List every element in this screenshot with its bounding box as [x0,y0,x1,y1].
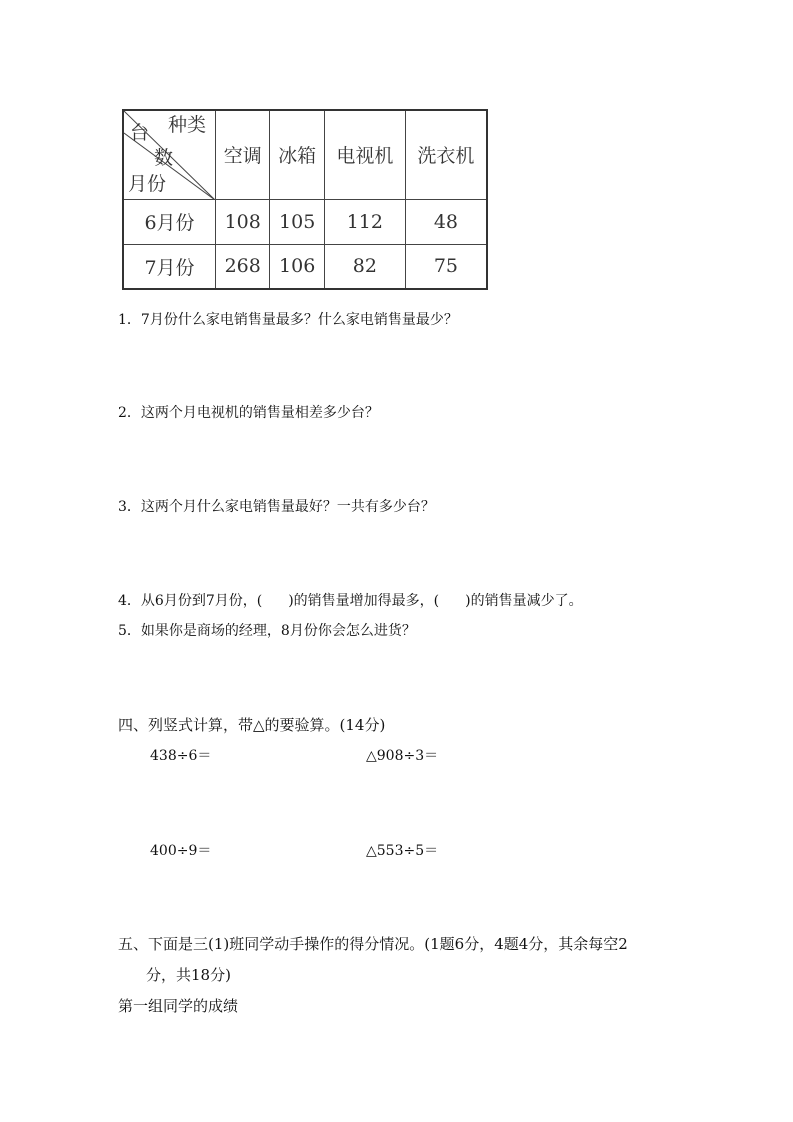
column-header: 空调 [216,110,270,199]
table-cell: 75 [405,244,487,289]
division-problem: 438÷6＝ [150,748,212,764]
question-5: 5．如果你是商场的经理，8月份你会怎么进货？ [118,623,416,639]
division-problem: △553÷5＝ [366,843,439,859]
corner-label-type: 种类 [168,114,207,136]
table-cell: 268 [216,244,270,289]
question-4-part-b: )的销售量增加得最多，( [288,593,440,609]
table-cell: 105 [270,199,324,244]
column-header: 洗衣机 [405,110,487,199]
division-problem: △908÷3＝ [366,748,439,764]
question-4-part-a: 4．从6月份到7月份，( [118,593,263,609]
question-4 [118,592,583,610]
section-5-subtitle: 第一组同学的成绩 [118,997,239,1015]
section-4-title: 四、列竖式计算，带△的要验算。(14分) [118,716,386,734]
table-cell: 108 [216,199,270,244]
section-5-title-continued: 分，共18分) [146,966,231,984]
table-cell: 82 [324,244,405,289]
table-cell: 112 [324,199,405,244]
corner-label-unit: 台 [130,122,150,144]
corner-label-quantity: 数 [154,147,174,169]
question-1: 1．7月份什么家电销售量最多？什么家电销售量最少？ [118,312,458,328]
diagonal-header-cell [123,110,216,199]
question-3: 3．这两个月什么家电销售量最好？一共有多少台？ [118,499,435,515]
row-header: 7月份 [123,244,216,289]
question-2: 2．这两个月电视机的销售量相差多少台？ [118,405,379,421]
sales-table [122,109,488,290]
section-5-title: 五、下面是三(1)班同学动手操作的得分情况。(1题6分，4题4分，其余每空2 [118,935,628,953]
table-row [123,244,487,289]
table-cell: 106 [270,244,324,289]
table-header-row [123,110,487,199]
division-problem: 400÷9＝ [150,843,212,859]
corner-label-month: 月份 [128,173,167,195]
table-cell: 48 [405,199,487,244]
column-header: 冰箱 [270,110,324,199]
row-header: 6月份 [123,199,216,244]
table-row [123,199,487,244]
column-header: 电视机 [324,110,405,199]
question-4-part-c: )的销售量减少了。 [465,593,583,609]
